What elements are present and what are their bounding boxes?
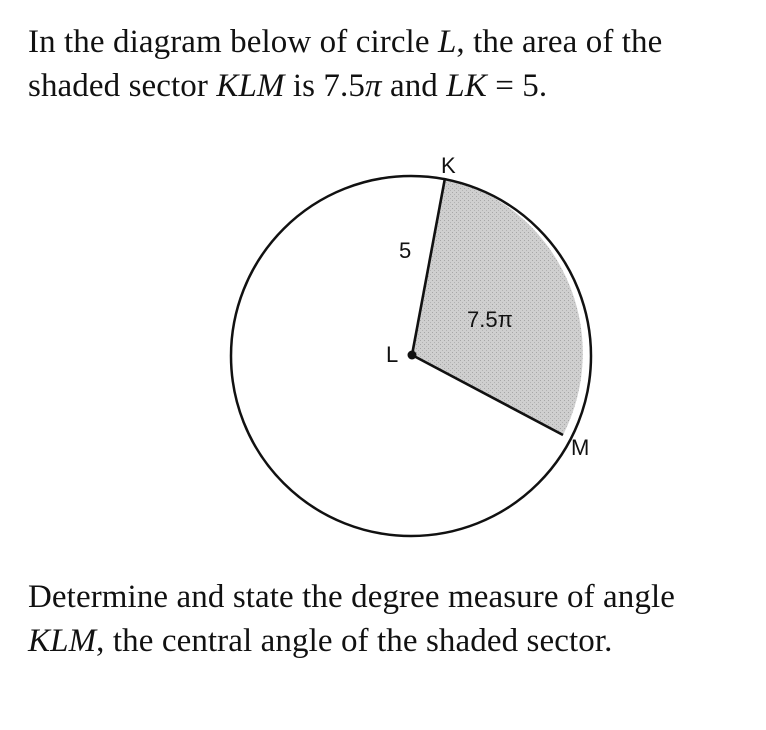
point-label-l: L [386,342,399,367]
angle-name: KLM [28,623,97,659]
question-statement [28,575,675,663]
segment-name: LK [446,68,487,104]
problem-text-segment: = 5. [486,68,548,104]
point-label-k: K [441,153,456,178]
question-line-2 [28,619,675,663]
radius-length-label: 5 [399,238,412,263]
problem-text-segment: , the area of the [456,24,663,60]
problem-text-segment: is 7.5 [284,68,365,104]
sector-area-label: 7.5π [467,307,513,332]
problem-text-segment: In the diagram below of circle [28,24,438,60]
pi-symbol: π [364,68,382,104]
problem-text-segment: and [381,68,447,104]
point-label-m: M [571,435,590,460]
question-text-segment: , the central angle of the shaded sector. [96,623,613,659]
sector-name: KLM [216,68,285,104]
center-point [408,351,417,360]
problem-text-segment: shaded sector [28,68,217,104]
question-line-1: Determine and state the degree measure of angle [28,579,675,615]
circle-name: L [437,24,457,60]
